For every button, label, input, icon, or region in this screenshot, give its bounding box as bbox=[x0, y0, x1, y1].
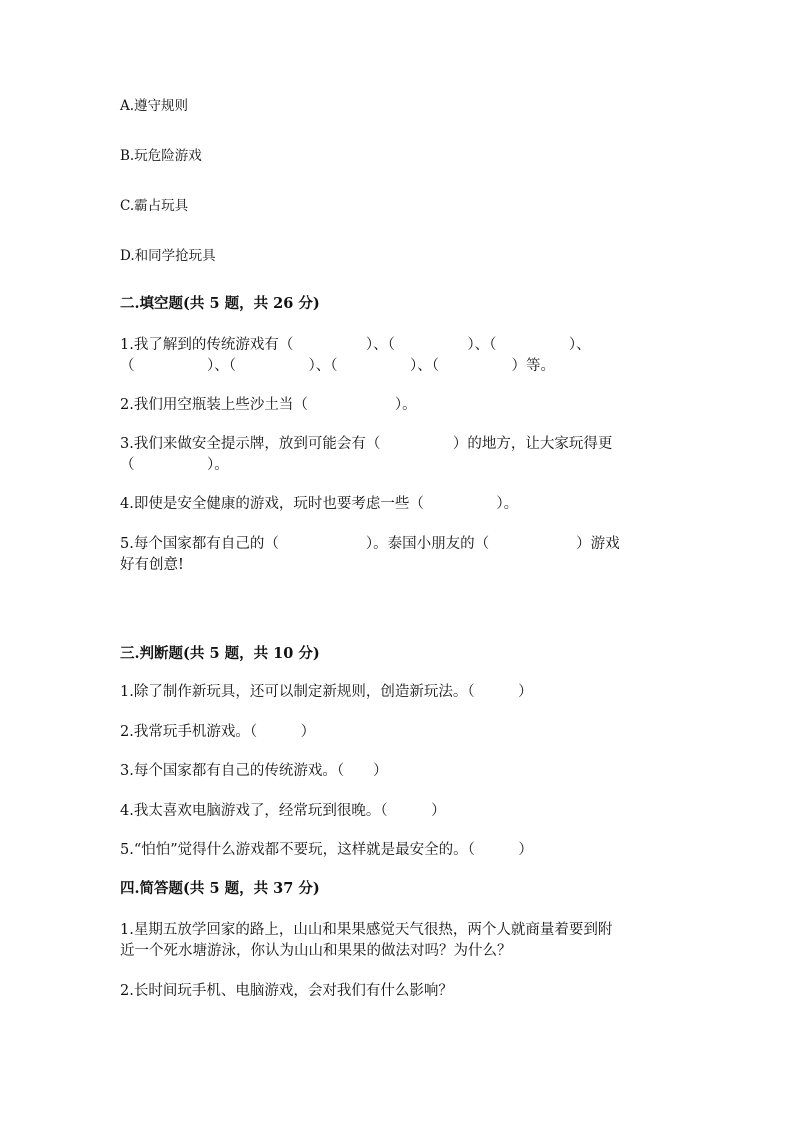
option-c: C.霸占玩具 bbox=[120, 198, 189, 214]
option-b: B.玩危险游戏 bbox=[120, 148, 202, 164]
fill-question-3-line-1: 3.我们来做安全提示牌，放到可能会有（ ）的地方，让大家玩得更 bbox=[120, 436, 613, 452]
option-d: D.和同学抢玩具 bbox=[120, 248, 216, 264]
tf-question-1: 1.除了制作新玩具，还可以制定新规则，创造新玩法。（ ） bbox=[120, 684, 533, 700]
fill-question-5-line-2: 好有创意! bbox=[120, 557, 184, 573]
short-question-1-line-1: 1.星期五放学回家的路上，山山和果果感觉天气很热，两个人就商量着要到附 bbox=[120, 922, 613, 938]
fill-question-1-line-1: 1.我了解到的传统游戏有（ ）、（ ）、（ ）、 bbox=[120, 337, 591, 353]
fill-question-2: 2.我们用空瓶装上些沙土当（ ）。 bbox=[120, 397, 417, 413]
option-a: A.遵守规则 bbox=[120, 98, 189, 114]
section-heading-fill-blank: 二.填空题(共 5 题，共 26 分) bbox=[120, 295, 320, 312]
fill-question-4: 4.即使是安全健康的游戏，玩时也要考虑一些（ ）。 bbox=[120, 496, 519, 512]
tf-question-4: 4.我太喜欢电脑游戏了，经常玩到很晚。（ ） bbox=[120, 803, 446, 819]
short-question-2: 2.长时间玩手机、电脑游戏，会对我们有什么影响？ bbox=[120, 983, 453, 999]
fill-question-3-line-2: （ ）。 bbox=[120, 457, 229, 473]
fill-question-1-line-2: （ ）、（ ）、（ ）、（ ）等。 bbox=[120, 358, 555, 374]
section-heading-true-false: 三.判断题(共 5 题，共 10 分) bbox=[120, 645, 320, 662]
fill-question-5-line-1: 5.每个国家都有自己的（ ）。泰国小朋友的（ ）游戏 bbox=[120, 536, 620, 552]
section-heading-short-answer: 四.简答题(共 5 题，共 37 分) bbox=[120, 880, 320, 897]
tf-question-3: 3.每个国家都有自己的传统游戏。（ ） bbox=[120, 763, 388, 779]
short-question-1-line-2: 近一个死水塘游泳，你认为山山和果果的做法对吗？为什么？ bbox=[120, 943, 512, 959]
tf-question-5: 5.“怕怕”觉得什么游戏都不要玩，这样就是最安全的。（ ） bbox=[120, 842, 533, 858]
tf-question-2: 2.我常玩手机游戏。（ ） bbox=[120, 724, 316, 740]
